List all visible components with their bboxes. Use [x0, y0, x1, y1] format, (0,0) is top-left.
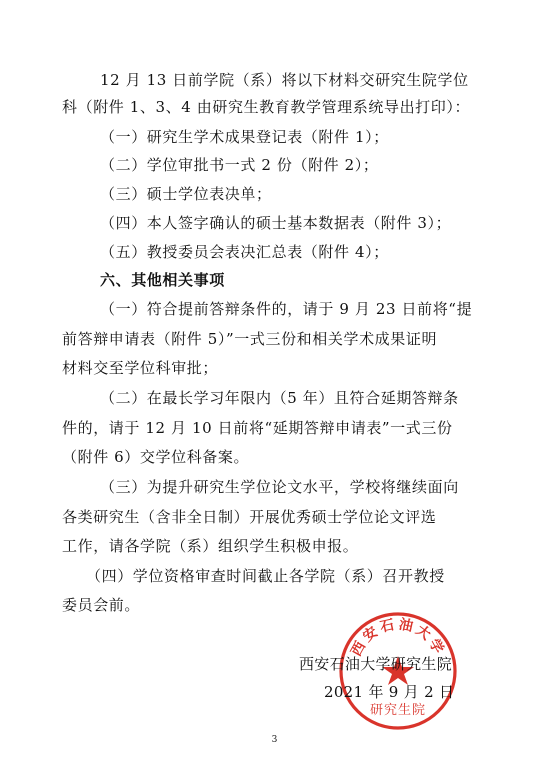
- seal-top-text: 西安石油大学: [348, 616, 448, 660]
- paragraph-1-line-2: 前答辩申请表（附件 5）”一式三份和相关学术成果证明: [62, 330, 438, 348]
- paragraph-2-line-3: （附件 6）交学位科备案。: [62, 448, 250, 466]
- list-item: （五）教授委员会表决汇总表（附件 4）；: [100, 243, 389, 261]
- paragraph-3-line-2: 各类研究生（含非全日制）开展优秀硕士学位论文评选: [62, 508, 437, 526]
- list-item: （四）本人签字确认的硕士基本数据表（附件 3）；: [100, 214, 452, 232]
- page-number: 3: [271, 735, 278, 745]
- section-heading: 六、其他相关事项: [100, 271, 225, 289]
- intro-line-2: 科（附件 1、3、4 由研究生教育教学管理系统导出打印）：: [62, 98, 471, 116]
- signature-date: 2021 年 9 月 2 日: [324, 683, 455, 701]
- paragraph-2-line-1: （二）在最长学习年限内（5 年）且符合延期答辩条: [100, 389, 459, 407]
- signature-organization: 西安石油大学研究生院: [299, 655, 453, 673]
- intro-line-1: 12 月 13 日前学院（系）将以下材料交研究生院学位: [100, 71, 469, 89]
- list-item: （二）学位审批书一式 2 份（附件 2）；: [100, 156, 379, 174]
- paragraph-1-line-3: 材料交至学位科审批；: [62, 359, 219, 377]
- paragraph-1-line-1: （一）符合提前答辩条件的，请于 9 月 23 日前将“提: [100, 300, 473, 318]
- list-item: （三）硕士学位表决单；: [100, 185, 272, 203]
- paragraph-3-line-1: （三）为提升研究生学位论文水平，学校将继续面向: [100, 478, 459, 496]
- list-item: （一）研究生学术成果登记表（附件 1）；: [100, 128, 389, 146]
- seal-bottom-text: 研究生院: [369, 703, 427, 718]
- paragraph-4-line-2: 委员会前。: [62, 596, 141, 614]
- paragraph-3-line-3: 工作，请各学院（系）组织学生积极申报。: [62, 537, 359, 555]
- paragraph-2-line-2: 件的，请于 12 月 10 日前将“延期答辩申请表”一式三份: [62, 419, 453, 437]
- paragraph-4-line-1: （四）学位资格审查时间截止各学院（系）召开教授: [86, 567, 445, 585]
